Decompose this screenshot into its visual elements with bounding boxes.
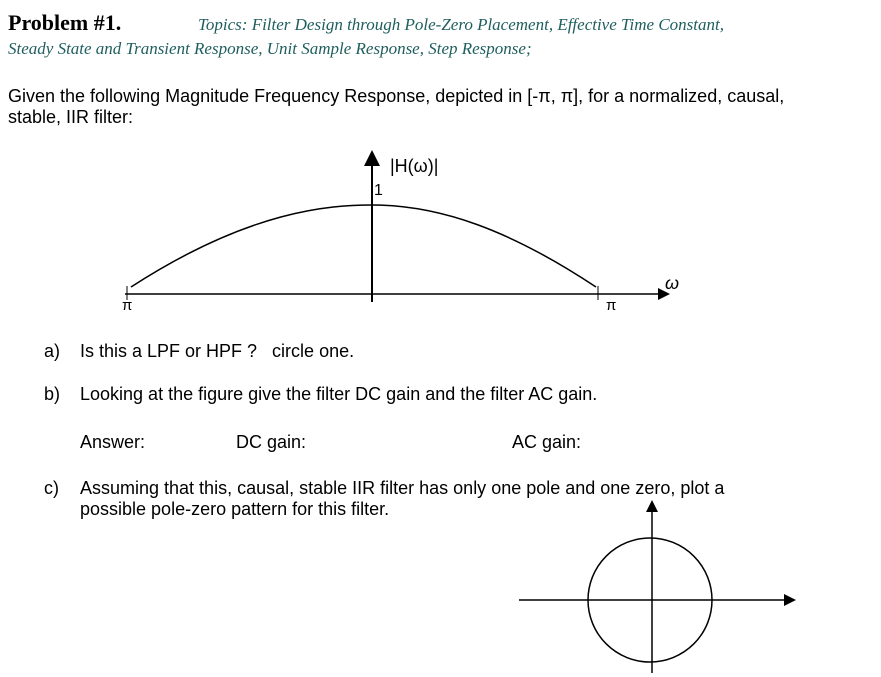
- topics-line-2: Steady State and Transient Response, Unit Sample Response, Step Response;: [8, 39, 532, 58]
- question-b-text: Looking at the figure give the filter DC gain and the filter AC gain.: [80, 384, 598, 404]
- answer-label: Answer:: [80, 432, 146, 452]
- question-b-letter: b): [44, 384, 61, 404]
- y-axis-label: |H(ω)|: [390, 156, 439, 176]
- ac-gain-label: AC gain:: [512, 432, 582, 452]
- question-c-line-1: Assuming that this, causal, stable IIR filter has only one pole and one zero, plot a: [80, 478, 725, 498]
- peak-value-label: 1: [374, 182, 383, 199]
- right-tick-label: π: [606, 297, 617, 314]
- question-c-line-2: possible pole-zero pattern for this filter.: [80, 499, 390, 519]
- intro-line-1: Given the following Magnitude Frequency Response, depicted in [-π, π], for a normalized, causal,: [8, 86, 785, 106]
- question-a-letter: a): [44, 341, 61, 361]
- x-axis-label: ω: [665, 273, 680, 293]
- question-c-letter: c): [44, 478, 59, 498]
- question-a-text: Is this a LPF or HPF ? circle one.: [80, 341, 355, 361]
- problem-title: Problem #1.: [8, 10, 122, 35]
- intro-line-2: stable, IIR filter:: [8, 107, 134, 127]
- left-tick-label: π: [122, 297, 133, 314]
- topics-line-1: Topics: Filter Design through Pole-Zero Placement, Effective Time Constant,: [198, 15, 724, 34]
- dc-gain-label: DC gain:: [236, 432, 307, 452]
